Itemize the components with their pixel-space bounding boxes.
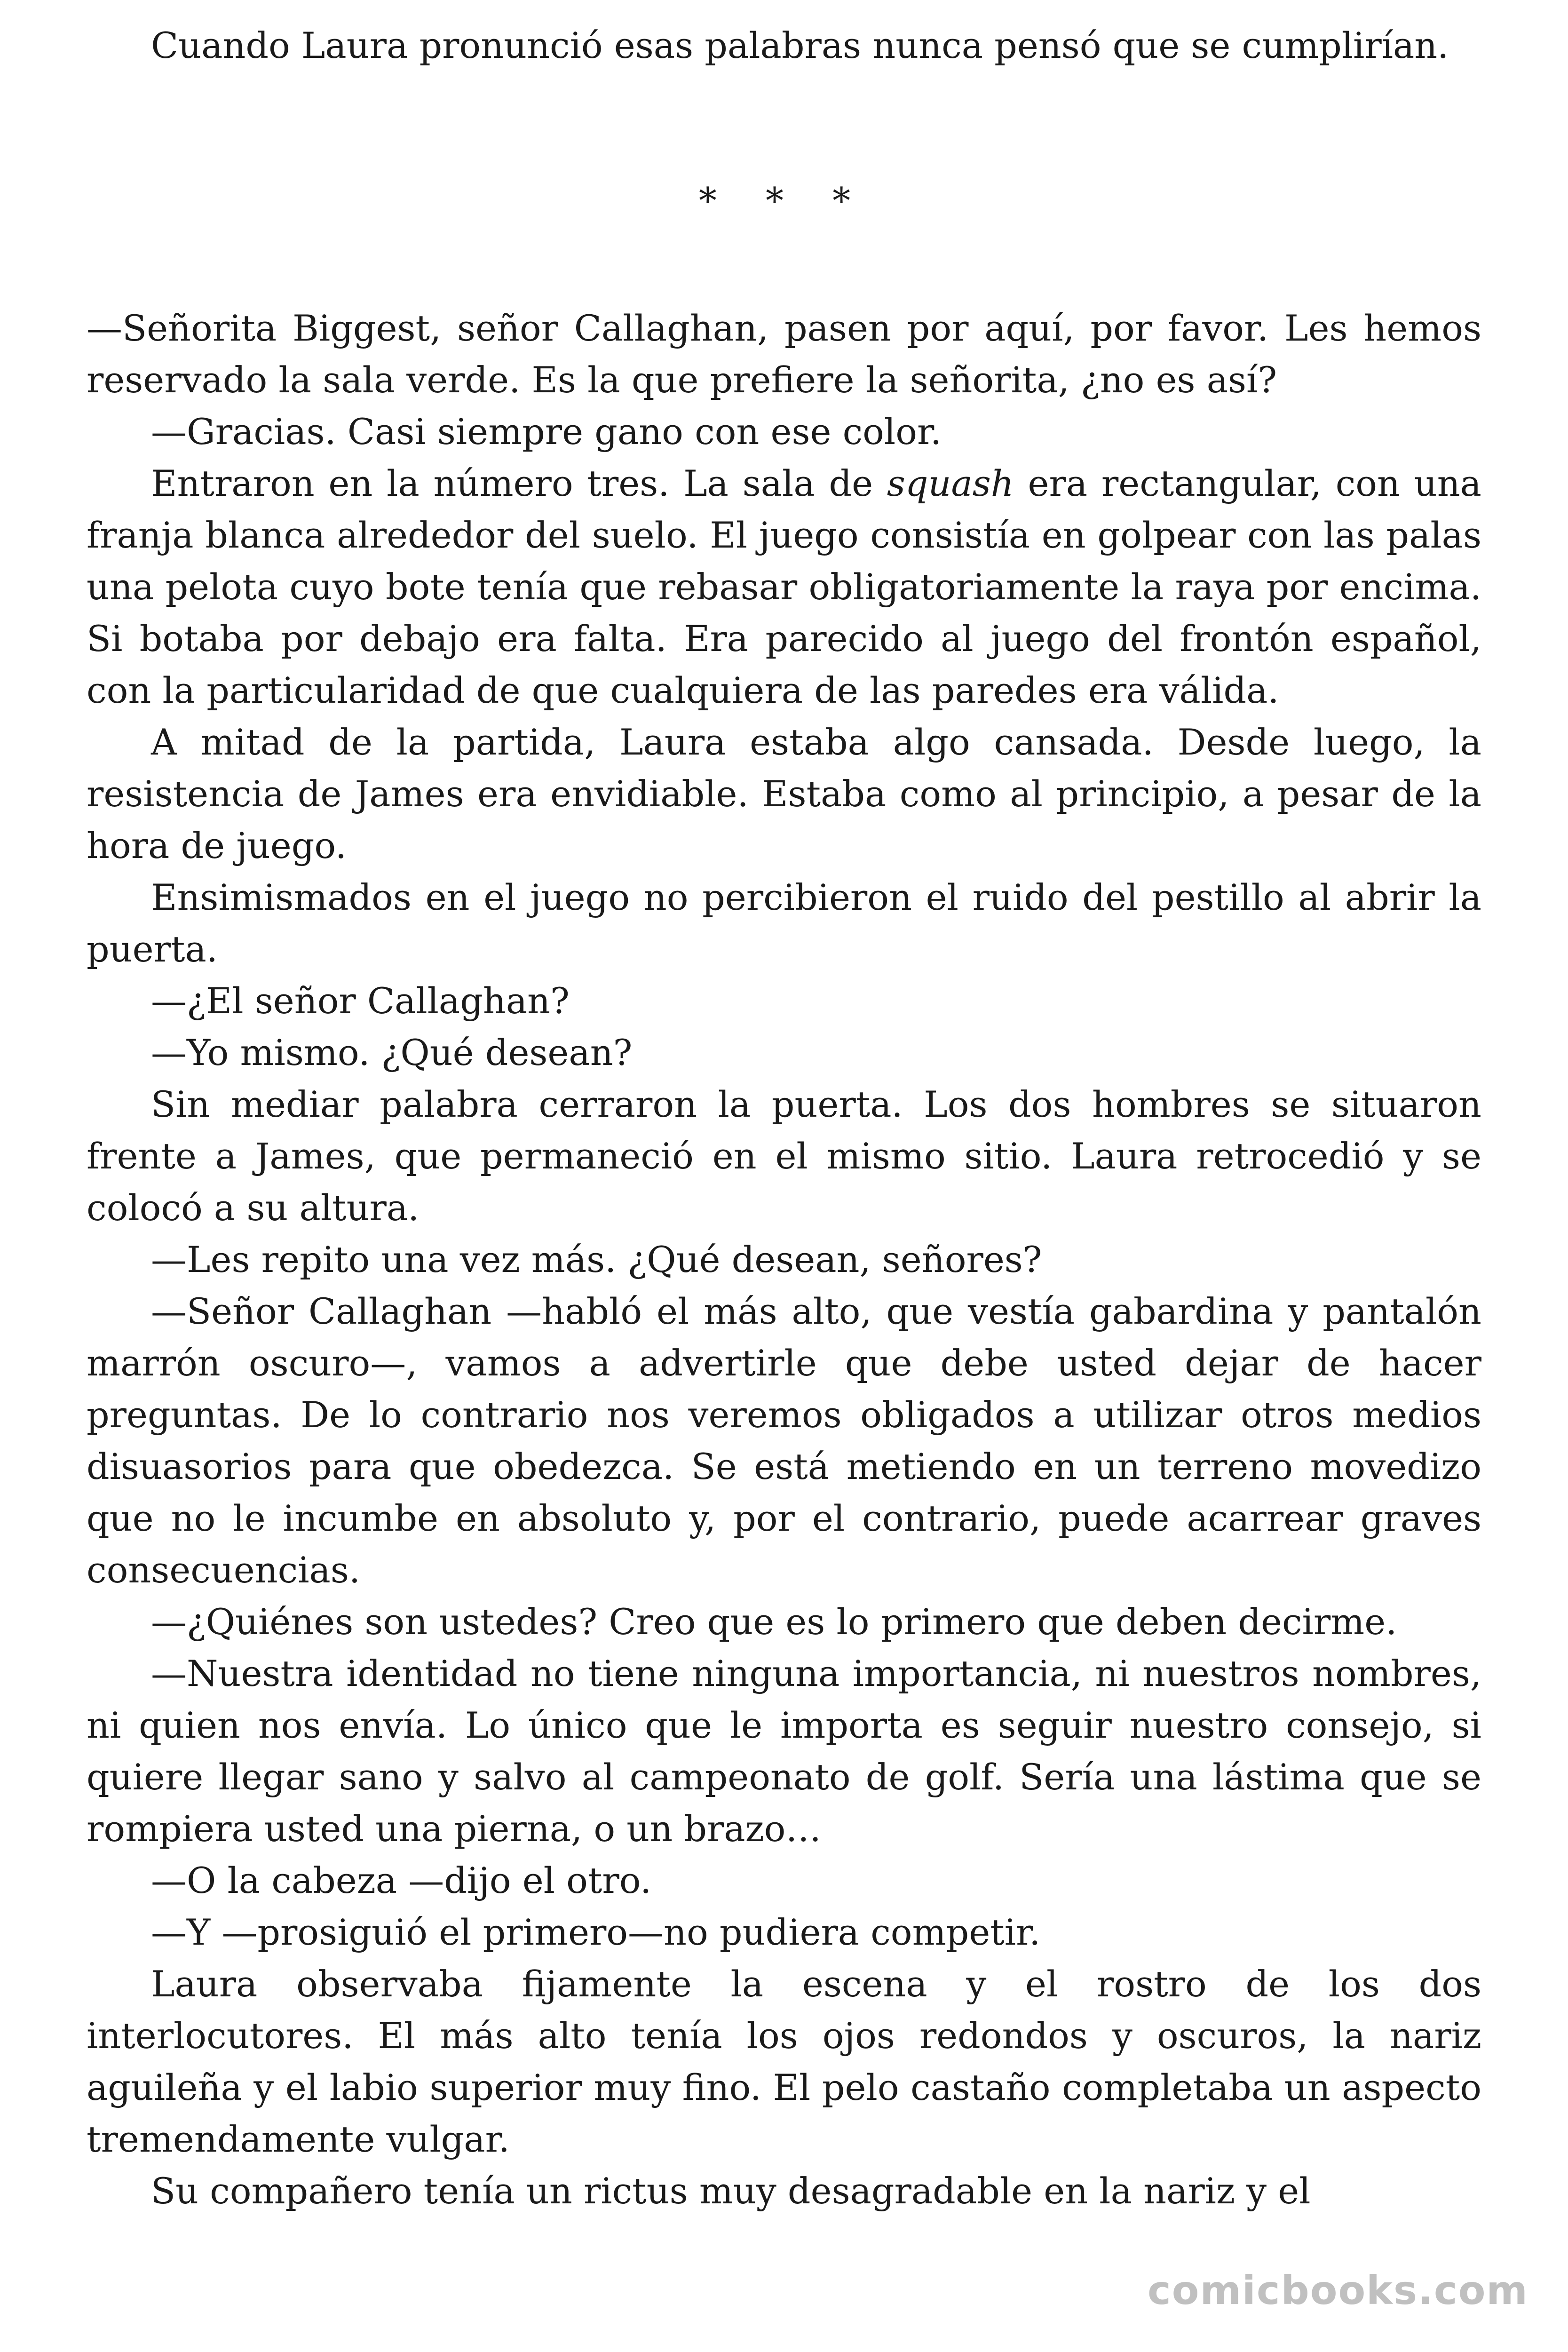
- paragraph: —¿Quiénes son ustedes? Creo que es lo primero que deben decirme.: [151, 1601, 1397, 1643]
- paragraph: Ensimismados en el juego no percibieron el ruido del pestillo al abrir la puerta.: [87, 876, 1481, 970]
- paragraph-text: era rectangular, con una franja blanca alrededor del suelo. El juego consistía en golpear con las palas una pelota cuyo bote tenía que rebasar obligatoriamente la raya por encima. Si botaba por debajo era falta. Era parecido al juego del frontón español, con la particularidad de que cualquiera de las paredes era válida.: [87, 462, 1481, 711]
- paragraph: Su compañero tenía un rictus muy desagradable en la nariz y el: [151, 2170, 1311, 2212]
- paragraph: —Señorita Biggest, señor Callaghan, pasen por aquí, por favor. Les hemos reservado la sala verde. Es la que prefiere la señorita, ¿no es así?: [87, 307, 1481, 401]
- paragraph: A mitad de la partida, Laura estaba algo cansada. Desde luego, la resistencia de James era envidiable. Estaba como al principio, a pesar de la hora de juego.: [87, 721, 1481, 866]
- paragraph: —O la cabeza —dijo el otro.: [151, 1859, 652, 1901]
- paragraph: —Gracias. Casi siempre gano con ese color.: [151, 411, 942, 453]
- paragraph: —Les repito una vez más. ¿Qué desean, señores?: [151, 1239, 1042, 1280]
- paragraph: Laura observaba fijamente la escena y el rostro de los dos interlocutores. El más alto tenía los ojos redondos y oscuros, la nariz aguileña y el labio superior muy fino. El pelo castaño completaba un aspecto tremendamente vulgar.: [87, 1963, 1481, 2160]
- paragraph: Cuando Laura pronunció esas palabras nunca pensó que se cumplirían.: [151, 24, 1449, 66]
- paragraph: [87, 458, 1481, 716]
- paragraph-text: Entraron en la número tres. La sala de: [151, 462, 887, 504]
- text-block-top: [87, 20, 1481, 72]
- paragraph: —Señor Callaghan —habló el más alto, que vestía gabardina y pantalón marrón oscuro—, vamos a advertirle que debe usted dejar de hacer preguntas. De lo contrario nos veremos obligados a utilizar otros medios disuasorios para que obedezca. Se está metiendo en un terreno movedizo que no le incumbe en absoluto y, por el contrario, puede acarrear graves consecuencias.: [87, 1290, 1481, 1591]
- section-separator: * * *: [698, 180, 870, 222]
- text-block-main: [87, 302, 1481, 2217]
- paragraph: —Yo mismo. ¿Qué desean?: [151, 1032, 633, 1073]
- emphasis-word: squash: [887, 462, 1014, 504]
- paragraph: —Y —prosiguió el primero—no pudiera competir.: [151, 1911, 1041, 1953]
- paragraph: —Nuestra identidad no tiene ninguna importancia, ni nuestros nombres, ni quien nos envía. Lo único que le importa es seguir nuestro consejo, si quiere llegar sano y salvo al campeonato de golf. Sería una lástima que se rompiera usted una pierna, o un brazo…: [87, 1653, 1481, 1850]
- watermark: comicbooks.com: [1148, 2267, 1528, 2313]
- paragraph: Sin mediar palabra cerraron la puerta. Los dos hombres se situaron frente a James, que permaneció en el mismo sitio. Laura retrocedió y se colocó a su altura.: [87, 1083, 1481, 1229]
- paragraph: —¿El señor Callaghan?: [151, 980, 570, 1022]
